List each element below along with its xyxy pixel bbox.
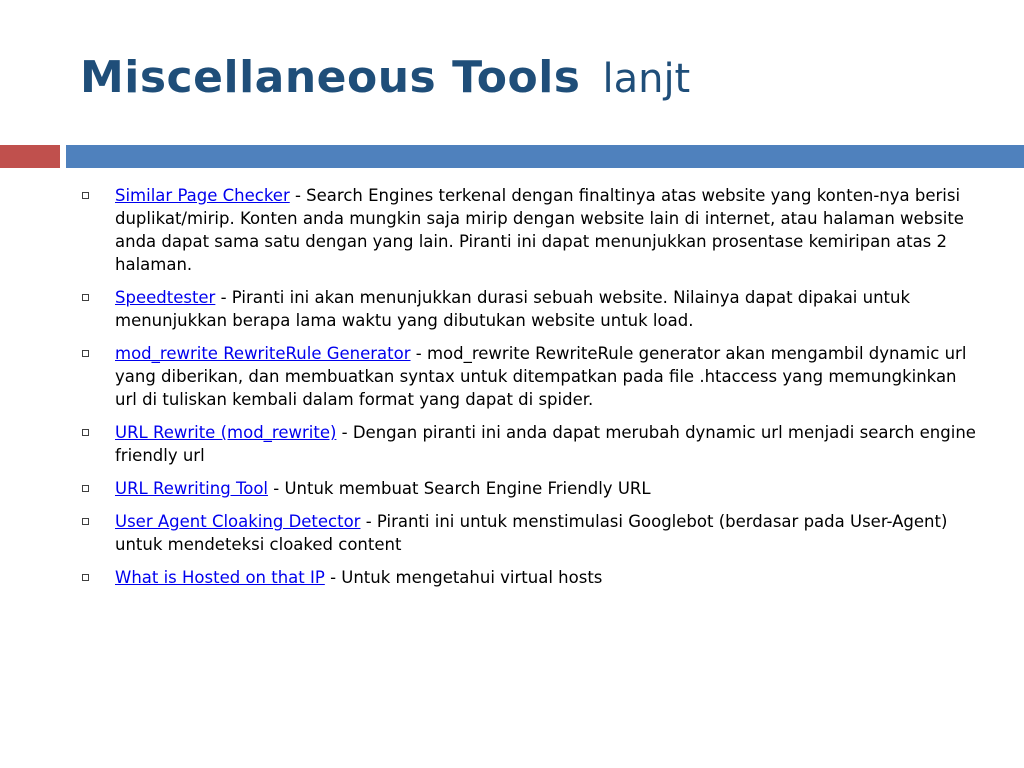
square-bullet-icon	[82, 192, 89, 199]
list-item	[80, 477, 980, 500]
item-description: - Piranti ini akan menunjukkan durasi sebuah website. Nilainya dapat dipakai untuk menunjukkan berapa lama waktu yang dibutukan website untuk load.	[115, 288, 911, 330]
square-bullet-icon	[82, 485, 89, 492]
square-bullet-icon	[82, 574, 89, 581]
item-description: - Dengan piranti ini anda dapat merubah dynamic url menjadi search engine friendly url	[115, 423, 976, 465]
item-description: - Search Engines terkenal dengan finaltinya atas website yang konten-nya berisi duplikat/mirip. Konten anda mungkin saja mirip dengan website lain di internet, atau halaman website anda dapat sama satu dengan yang lain. Piranti ini dapat menunjukkan prosentase kemiripan atas 2 halaman.	[115, 186, 964, 274]
list-item	[80, 510, 980, 556]
item-description: - Untuk membuat Search Engine Friendly URL	[268, 479, 651, 498]
link-url-rewriting-tool[interactable]: URL Rewriting Tool	[115, 479, 268, 498]
accent-bar-red	[0, 145, 60, 168]
link-rewriterule-generator[interactable]: mod_rewrite RewriteRule Generator	[115, 344, 411, 363]
link-similar-page-checker[interactable]: Similar Page Checker	[115, 186, 290, 205]
slide-title	[80, 52, 690, 103]
square-bullet-icon	[82, 518, 89, 525]
link-what-is-hosted-on-that-ip[interactable]: What is Hosted on that IP	[115, 568, 325, 587]
accent-bar-blue	[66, 145, 1024, 168]
square-bullet-icon	[82, 294, 89, 301]
slide-title-main: Miscellaneous Tools	[80, 52, 581, 103]
list-item	[80, 342, 980, 411]
square-bullet-icon	[82, 350, 89, 357]
link-speedtester[interactable]: Speedtester	[115, 288, 216, 307]
list-item	[80, 421, 980, 467]
list-item	[80, 286, 980, 332]
list-item	[80, 184, 980, 276]
item-description: - mod_rewrite RewriteRule generator akan mengambil dynamic url yang diberikan, dan membuatkan syntax untuk ditempatkan pada file .htaccess yang memungkinkan url di tuliskan kembali dalam format yang dapat di spider.	[115, 344, 967, 409]
item-description: - Untuk mengetahui virtual hosts	[324, 568, 603, 587]
item-description: - Piranti ini untuk menstimulasi Googlebot (berdasar pada User-Agent) untuk mendeteksi cloaked content	[115, 512, 948, 554]
bullet-list	[80, 184, 980, 599]
slide-title-sub: lanjt	[602, 56, 691, 102]
link-url-rewrite[interactable]: URL Rewrite (mod_rewrite)	[115, 423, 337, 442]
link-user-agent-cloaking-detector[interactable]: User Agent Cloaking Detector	[115, 512, 361, 531]
square-bullet-icon	[82, 429, 89, 436]
list-item	[80, 566, 980, 589]
